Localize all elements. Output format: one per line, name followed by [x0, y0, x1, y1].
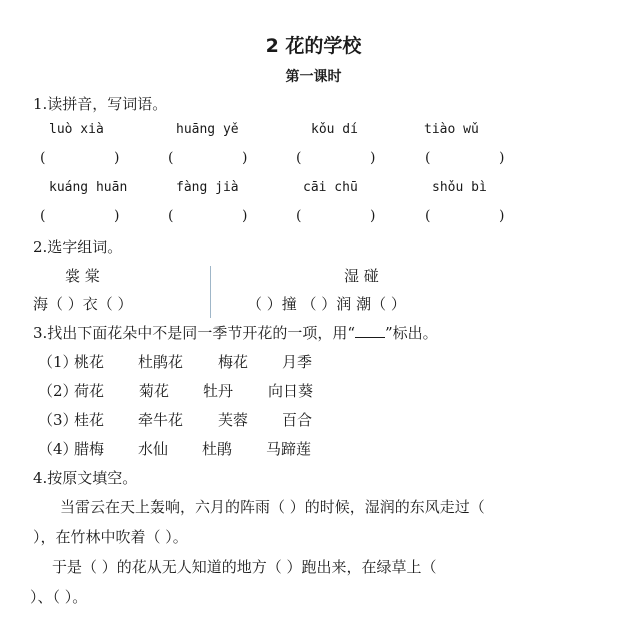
- flower[interactable]: 芙蓉: [218, 411, 249, 429]
- option-number: （4）: [38, 440, 78, 458]
- pinyin-8: shǒu bì: [432, 180, 487, 195]
- q2-heading: 2.选字组词。: [33, 238, 123, 256]
- flower[interactable]: 百合: [282, 411, 313, 429]
- q4-line-4[interactable]: ）、（ ）。: [30, 588, 88, 606]
- pinyin-1: luò xià: [49, 122, 104, 137]
- flower[interactable]: 梅花: [218, 353, 249, 371]
- flower[interactable]: 向日葵: [268, 382, 314, 400]
- pinyin-5: kuáng huān: [49, 180, 128, 195]
- pinyin-4: tiào wǔ: [424, 122, 479, 137]
- flower[interactable]: 荷花: [74, 382, 105, 400]
- q2-right-words[interactable]: （ ）撞 （ ）润 潮（ ）: [247, 295, 406, 313]
- q3-option-4[interactable]: [38, 438, 312, 459]
- option-number: （1）: [38, 353, 78, 371]
- flower[interactable]: 水仙: [138, 440, 169, 458]
- flower[interactable]: 杜鹃: [202, 440, 233, 458]
- q4-line-2[interactable]: ），在竹林中吹着（ ）。: [33, 528, 188, 546]
- underline-mark: [355, 325, 385, 338]
- lesson-subtitle: 第一课时: [285, 69, 342, 85]
- q4-heading: 4.按原文填空。: [33, 469, 138, 487]
- pinyin-2: huāng yě: [176, 122, 239, 137]
- flower[interactable]: 腊梅: [74, 440, 105, 458]
- q2-left-chars: 裳 棠: [65, 267, 100, 285]
- q3-option-2[interactable]: [38, 380, 314, 401]
- column-divider: [210, 266, 211, 318]
- q3-heading-suffix: ”标出。: [384, 324, 438, 342]
- flower[interactable]: 桃花: [74, 353, 105, 371]
- pinyin-6: fàng jià: [176, 180, 239, 195]
- flower[interactable]: 马蹄莲: [266, 440, 312, 458]
- flower[interactable]: 牡丹: [203, 382, 234, 400]
- q1-heading: 1.读拼音，写词语。: [33, 95, 168, 113]
- flower[interactable]: 桂花: [74, 411, 105, 429]
- flower[interactable]: 月季: [282, 353, 313, 371]
- pinyin-7: cāi chū: [303, 180, 358, 195]
- q2-right-chars: 湿 碰: [344, 267, 379, 285]
- flower[interactable]: 菊花: [139, 382, 170, 400]
- page-title: 2 花的学校: [265, 35, 362, 57]
- flower[interactable]: 杜鹃花: [138, 353, 184, 371]
- pinyin-3: kǒu dí: [311, 122, 358, 137]
- q3-heading: [33, 322, 438, 343]
- q4-line-1[interactable]: 当雷云在天上轰响，六月的阵雨（ ）的时候，湿润的东风走过（: [60, 498, 485, 516]
- q2-left-words[interactable]: 海（ ）衣（ ）: [33, 295, 133, 313]
- flower[interactable]: 牵牛花: [138, 411, 184, 429]
- q3-option-3[interactable]: [38, 409, 313, 430]
- option-number: （2）: [38, 382, 78, 400]
- q4-line-3[interactable]: 于是（ ）的花从无人知道的地方（ ）跑出来，在绿草上（: [52, 558, 437, 576]
- q3-heading-text: 3.找出下面花朵中不是同一季节开花的一项，用“: [33, 324, 355, 342]
- option-number: （3）: [38, 411, 78, 429]
- q3-option-1[interactable]: [38, 351, 313, 372]
